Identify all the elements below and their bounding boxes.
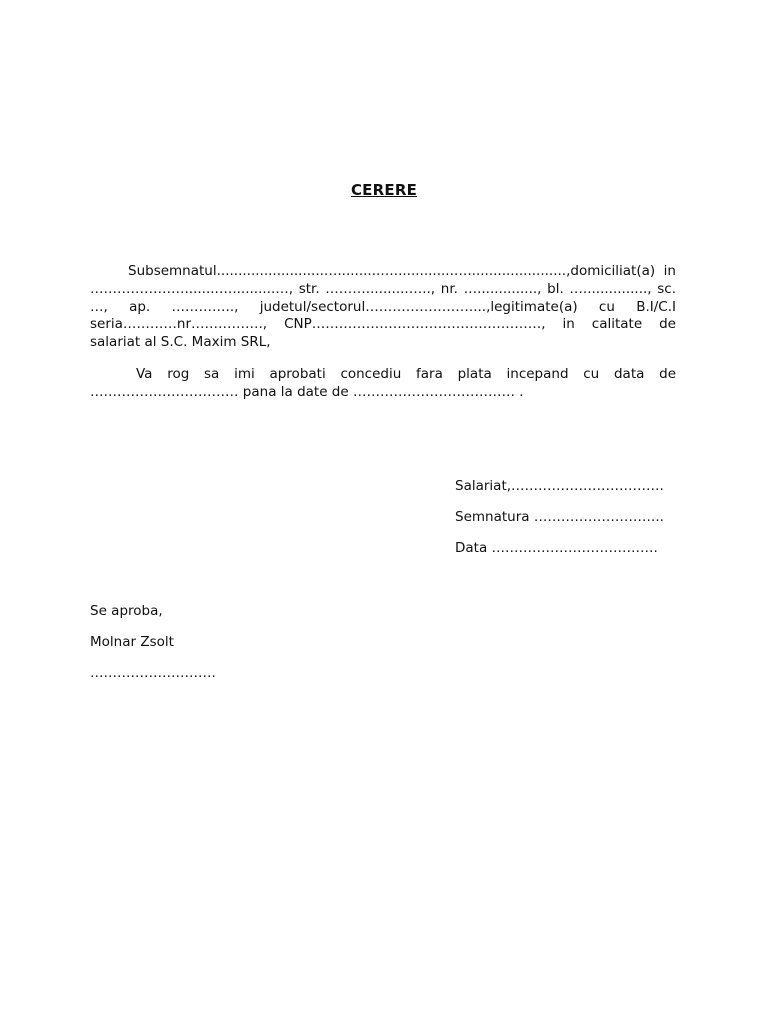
- signature-line: Semnatura ………………………..: [455, 509, 664, 525]
- employee-line: Salariat,…………………………….: [455, 478, 664, 494]
- applicant-details-text: Subsemnatul.........................…..........…..............….......................,domiciliat(a) in …………………........…..........…, str. ………..........….., nr. ….............., bl. …..............., sc. …, ap. ………….., judetul/sectorul……………………...,legitimate(a) cu B.I/C.I seria…………nr……………., CNP……………………………………………, in calitate de salariat al S.C. Maxim SRL,: [90, 263, 676, 351]
- request-text: Va rog sa imi aprobati concediu fara plata incepand cu data de …………………………… pana la date de ……………………………… .: [90, 366, 676, 400]
- approver-signature-line: ……………………….: [90, 665, 216, 681]
- request-paragraph: [90, 366, 676, 402]
- document-title: CERERE: [350, 181, 418, 199]
- approval-label: Se aproba,: [90, 603, 163, 619]
- approver-name: Molnar Zsolt: [90, 634, 174, 650]
- date-line: Data ……………………………….: [455, 540, 658, 556]
- applicant-details-paragraph: [90, 263, 676, 352]
